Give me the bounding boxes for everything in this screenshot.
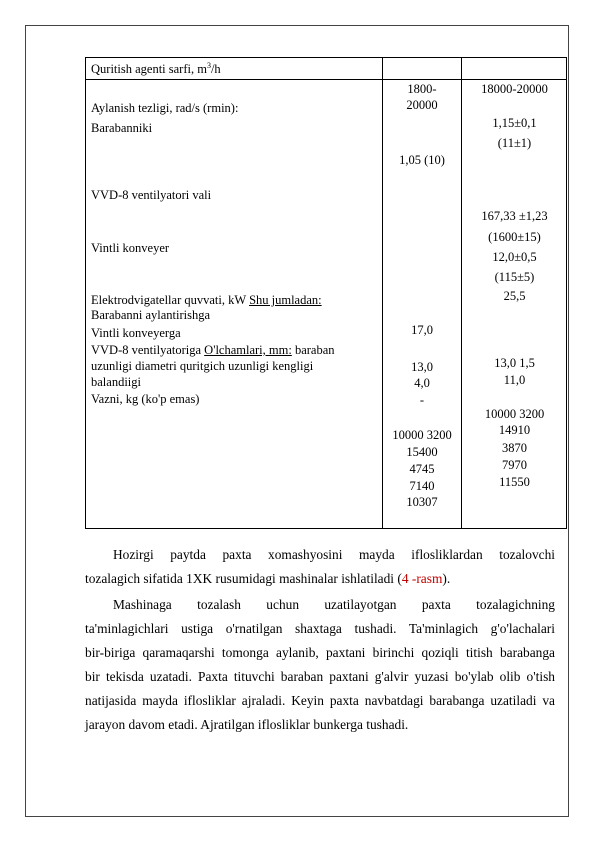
drum-drive-label: Barabanni aylantirishga: [91, 308, 211, 322]
screw-conveyor-label: Vintli konveyer: [91, 241, 170, 255]
spec-table: [85, 57, 567, 529]
fan-power-label: VVD-8 ventilyatoriga O'lchamlari, mm: baraban: [91, 343, 335, 357]
paragraph-line: Hozirgi paytda paxta xomashyosini mayda iflosliklardan tozalovchi: [113, 547, 555, 562]
col3-drum-rpm: (11±1): [497, 136, 532, 150]
figure-reference: 4 -rasm: [401, 571, 443, 586]
paragraph-line: tozalagich sifatida 1XK rusumidagi mashinalar ishlatiladi (4 -rasm).: [85, 571, 451, 586]
paragraph-line: natijasida mayda iflosliklar ajraladi. Keyin paxta navbatdagi barabanga uzatiladi va: [85, 693, 555, 708]
paragraph-line: jarayon davom etadi. Ajratilgan iflosliklar bunkerga tushadi.: [85, 717, 409, 732]
paragraph-line: bir-biriga qaramaqarshi tomonga aylanib, paxtani birinchi qoziqli titish barabanga: [85, 645, 555, 660]
height-label: balandiigi: [91, 375, 141, 389]
weight-label: Vazni, kg (ko'p emas): [91, 392, 200, 406]
col3-length: 14910: [498, 423, 531, 437]
col2-weight: 10307: [406, 495, 438, 509]
col3-width: 3870: [502, 441, 527, 455]
paragraph-line: bir tekisda uzatadi. Paxta tituvchi baraban paxtani g'alvir yuzasi bo'ylab olib o'tish: [85, 669, 555, 684]
col2-dims: 10000 3200: [392, 428, 452, 442]
col2-power: 17,0: [411, 323, 433, 337]
col3-height: 7970: [502, 458, 527, 472]
col3-weight: 11550: [499, 475, 530, 489]
paragraph-machine-process: [85, 593, 555, 737]
drum-label: Barabanniki: [91, 121, 153, 135]
col2-conveyor: 4,0: [414, 376, 430, 390]
col3-drum-speed: 1,15±0,1: [492, 116, 537, 130]
paragraph-line: Mashinaga tozalash uchun uzatilayotgan paxta tozalagichning: [113, 597, 555, 612]
col2-drum-drive: 13,0: [411, 360, 433, 374]
col3-power: 25,5: [503, 289, 526, 303]
flow-rate-label: Quritish agenti sarfi, $m^3/h$: [91, 61, 221, 76]
col2-width: 4745: [409, 462, 435, 476]
col2-drum-speed: 1,05 (10): [399, 153, 445, 167]
col3-fan: 11,0: [503, 373, 526, 387]
paragraph-line: ta'minlagichlari ustiga o'rnatilgan shaxtaga tushadi. Ta'minlagich g'o'lachalari: [85, 621, 555, 636]
motor-power-label: Elektrodvigatellar quvvati, kW Shu jumladan:: [91, 293, 322, 307]
paragraph-cleaner-intro: [85, 543, 555, 591]
col3-conveyor-rpm: (115±5): [494, 270, 535, 284]
rotation-speed-label: Aylanish tezligi, rad/s (rmin):: [91, 101, 239, 115]
col2-fan: -: [419, 393, 425, 407]
conveyor-power-label: Vintli konveyerga: [91, 326, 181, 340]
col3-flow: 18000-20000: [481, 82, 548, 96]
fan-shaft-label: VVD-8 ventilyatori vali: [91, 188, 212, 202]
dimensions-label: uzunligi diametri quritgich uzunligi kengligi: [91, 359, 314, 373]
row-divider: [86, 79, 566, 80]
col2-flow: 1800-: [407, 82, 437, 96]
col2-flow: 20000: [406, 98, 438, 112]
col2-length: 15400: [406, 445, 438, 459]
col3-fan-rpm: (1600±15): [488, 230, 541, 244]
col3-fan-speed: 167,33 ±1,23: [481, 209, 548, 223]
col3-conveyor-speed: 12,0±0,5: [492, 250, 537, 264]
col3-dims: 10000 3200: [484, 407, 545, 421]
col2-height: 7140: [409, 479, 435, 493]
col3-drum-conveyor: 13,0 1,5: [494, 356, 535, 370]
